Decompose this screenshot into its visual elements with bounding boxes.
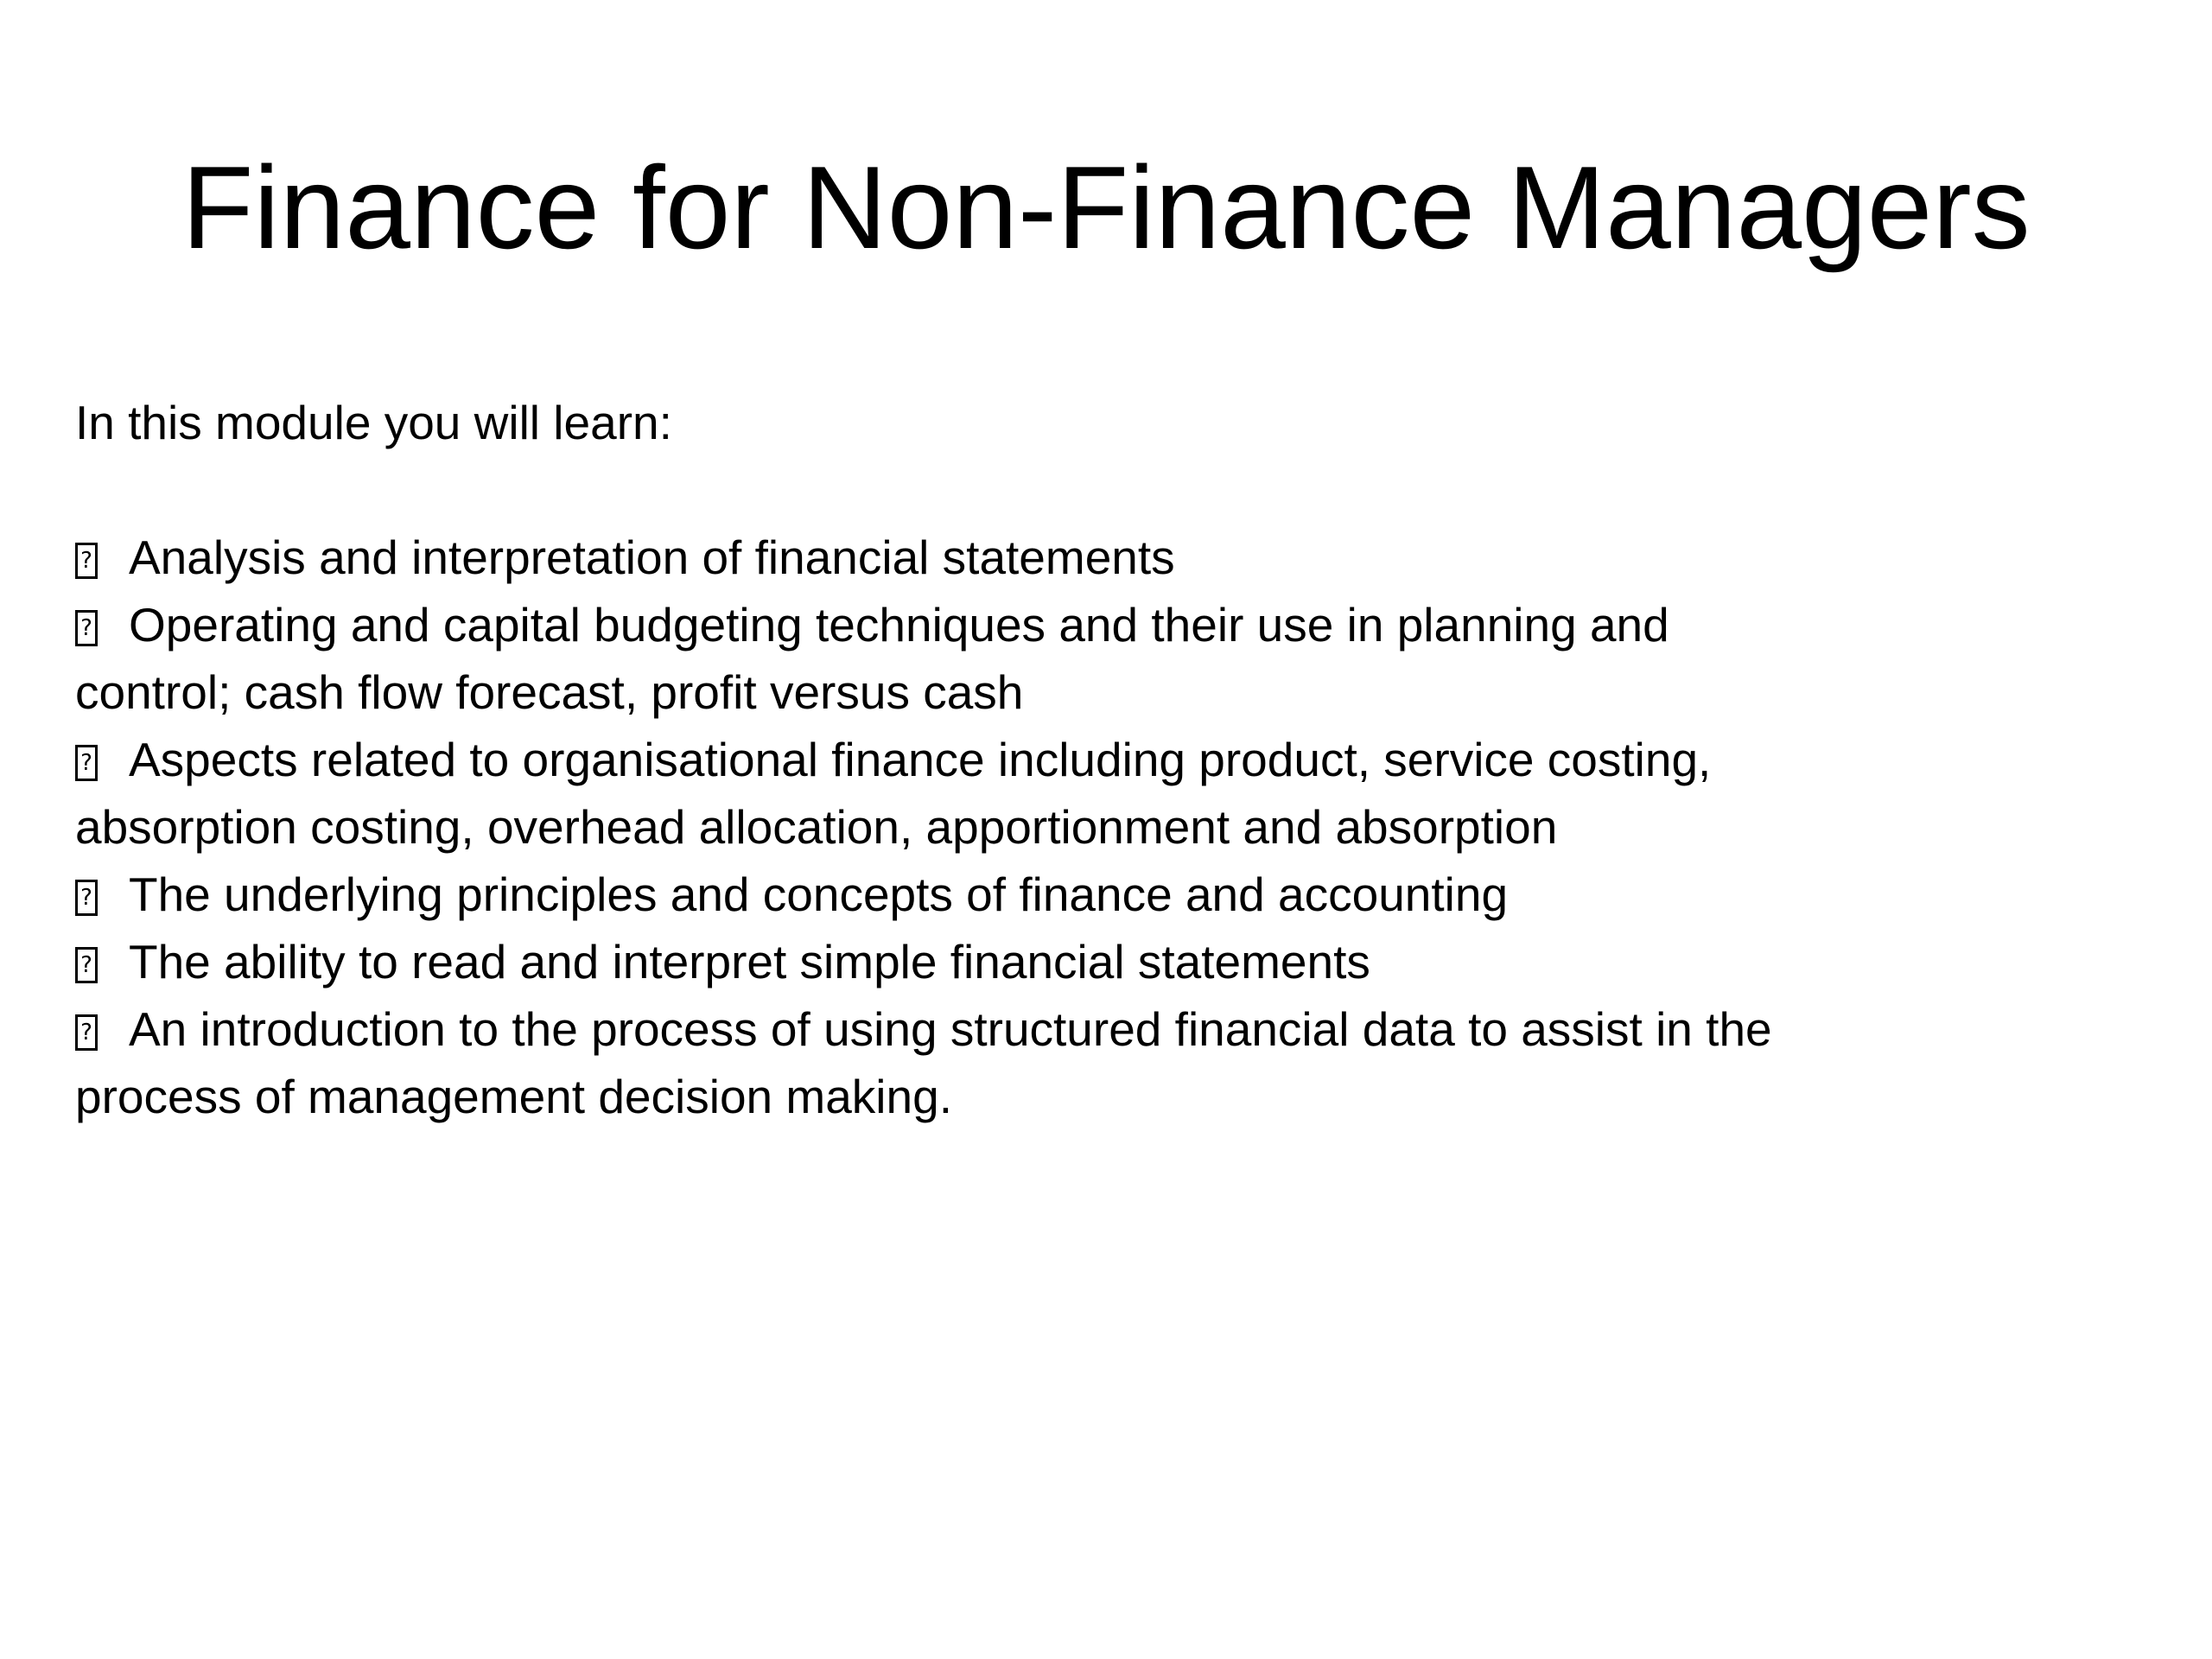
bullet-item <box>75 726 1838 861</box>
bullet-list <box>75 524 1838 1130</box>
bullet-text: Analysis and interpretation of financial statements <box>129 531 1175 584</box>
missing-glyph-box-icon <box>75 880 98 916</box>
bullet-text: The ability to read and interpret simple financial statements <box>129 935 1370 988</box>
bullet-item <box>75 928 1838 995</box>
bullet-text: An introduction to the process of using structured financial data to assist in the process of management decision making. <box>75 1002 1772 1123</box>
missing-glyph-box-icon <box>75 947 98 983</box>
missing-glyph-box-icon <box>75 745 98 781</box>
bullet-item <box>75 861 1838 928</box>
bullet-text: The underlying principles and concepts of finance and accounting <box>129 868 1509 921</box>
missing-glyph-box-icon <box>75 543 98 579</box>
bullet-item <box>75 995 1838 1130</box>
bullet-item <box>75 524 1838 591</box>
missing-glyph-box-icon <box>75 1014 98 1051</box>
bullet-item <box>75 591 1838 726</box>
intro-text: In this module you will learn: <box>75 396 672 449</box>
missing-glyph-box-icon <box>75 610 98 646</box>
slide-body <box>75 389 1838 1130</box>
bullet-text: Aspects related to organisational finance including product, service costing, absorption costing, overhead allocation, apportionment and absorption <box>75 733 1712 854</box>
bullet-text: Operating and capital budgeting techniques and their use in planning and control; cash flow forecast, profit versus cash <box>75 598 1669 719</box>
slide-title: Finance for Non-Finance Managers <box>181 142 2031 273</box>
